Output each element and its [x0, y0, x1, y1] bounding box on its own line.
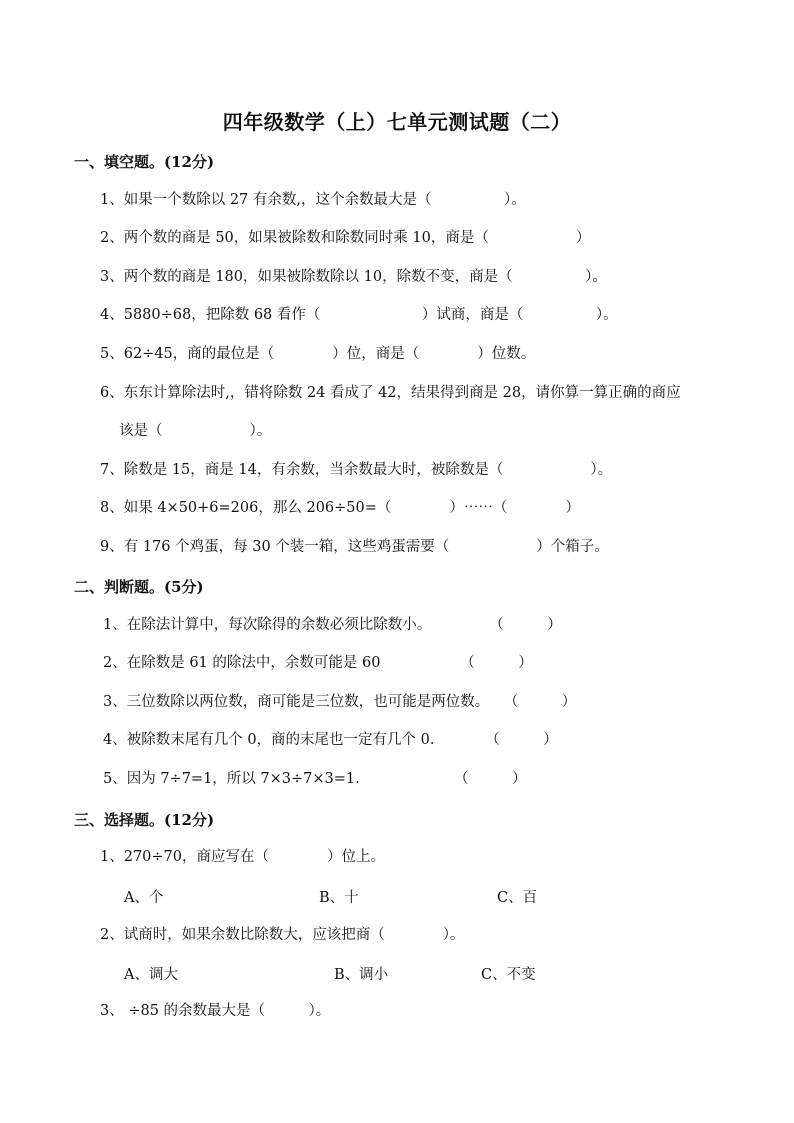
judgment-question-3: 3、三位数除以两位数，商可能是三位数，也可能是两位数。 （ ）	[103, 694, 577, 710]
fill-blank-question-7: 7、除数是 15，商是 14，有余数，当余数最大时，被除数是（ ）。	[100, 462, 613, 478]
judgment-question-1: 1、在除法计算中，每次除得的余数必须比除数小。 （ ）	[103, 617, 562, 633]
choice-2-option-c: C、不变	[481, 967, 536, 983]
judgment-question-4: 4、被除数末尾有几个 0，商的末尾也一定有几个 0. （ ）	[103, 732, 558, 748]
choice-question-1: 1、270÷70，商应写在（ ）位上。	[100, 849, 386, 865]
fill-blank-question-8: 8、如果 4×50+6=206，那么 206÷50=（ ）⋯⋯（ ）	[100, 500, 580, 516]
fill-blank-question-6-continued: 该是（ ）。	[119, 423, 272, 439]
fill-blank-question-6: 6、东东计算除法时,，错将除数 24 看成了 42，结果得到商是 28，请你算一算正确的商应	[100, 385, 681, 401]
judgment-question-5: 5、因为 7÷7=1，所以 7×3÷7×3=1. （ ）	[103, 771, 527, 787]
fill-blank-question-4: 4、5880÷68，把除数 68 看作（ ）试商，商是（ ）。	[100, 307, 618, 323]
choice-1-option-a: A、个	[124, 890, 164, 906]
choice-2-option-a: A、调大	[124, 967, 178, 983]
choice-1-option-c: C、百	[497, 890, 538, 906]
choice-question-3: 3、 ÷85 的余数最大是（ ）。	[100, 1003, 331, 1019]
choice-1-option-b: B、十	[319, 890, 359, 906]
fill-blank-question-3: 3、两个数的商是 180，如果被除数除以 10，除数不变，商是（ ）。	[100, 269, 607, 285]
fill-blank-question-1: 1、如果一个数除以 27 有余数,，这个余数最大是（ ）。	[100, 192, 526, 208]
section-multiple-choice-heading: 三、选择题。(12分)	[74, 811, 215, 829]
exam-title: 四年级数学（上）七单元测试题（二）	[222, 110, 572, 134]
fill-blank-question-5: 5、62÷45，商的最位是（ ）位，商是（ ）位数。	[100, 346, 536, 362]
judgment-question-2: 2、在除数是 61 的除法中，余数可能是 60 （ ）	[103, 655, 533, 671]
choice-question-2: 2、试商时，如果余数比除数大，应该把商（ ）。	[100, 927, 465, 943]
choice-2-option-b: B、调小	[334, 967, 389, 983]
section-judgment-heading: 二、判断题。(5分)	[74, 578, 204, 596]
fill-blank-question-2: 2、两个数的商是 50，如果被除数和除数同时乘 10，商是（ ）	[100, 230, 591, 246]
section-fill-blank-heading: 一、填空题。(12分)	[74, 153, 215, 171]
fill-blank-question-9: 9、有 176 个鸡蛋，每 30 个装一箱，这些鸡蛋需要（ ）个箱子。	[100, 539, 609, 555]
